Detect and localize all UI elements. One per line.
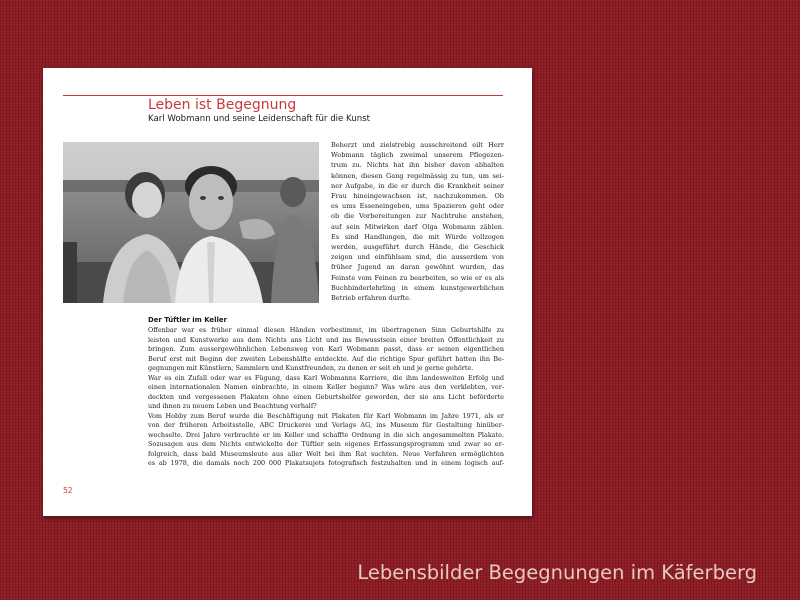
intro-line: Beherzt und zielstrebig ausschreitend eilt Herr (331, 141, 504, 149)
body-line: gegnungen mit Künstlern, Sammlern und Kunstfreunden, zu denen er seit eh und je gerne gehörte. (148, 364, 474, 372)
book-page (43, 68, 532, 516)
intro-line: zeigen und einfühlsam sind, die ausserdem von (331, 253, 504, 262)
intro-line: Es sind Handlungen, die mit Würde vollzogen (331, 232, 504, 241)
body-line: von der früheren Arbeitsstelle, ABC Druckerei und Verlags AG, ins Museum für Gestaltung hinüber- (148, 421, 504, 429)
intro-line: Wobmann täglich zweimal unserem Pflegezen- (331, 151, 504, 160)
intro-line: ob die Vorbereitungen zur Nachtruhe anstehen, (331, 212, 504, 221)
intro-line: können, diesen Gang regelmässig zu tun, um sei- (331, 171, 504, 180)
intro-line: werden, ausgeführt durch Hände, die Geschick (331, 243, 504, 252)
body-line: Vom Hobby zum Beruf wurde die Beschäftigung mit Plakaten für Karl Wobmann im Jahre 1971, als er (148, 411, 504, 420)
page-number: 52 (63, 486, 73, 495)
intro-line: Buchbinderlehrling in einem kunstgewerblichen (331, 283, 504, 292)
intro-line: auf sein Mitwirken darf Olga Wobmann zählen. (331, 222, 504, 231)
body-line: War es ein Zufall oder war es Fügung, dass Karl Wobmanns Karriere, die ihm landesweiten Erfolg und (148, 373, 504, 382)
body-line: es ab 1978, die damals noch 200 000 Plakatsujets fotografisch festzuhalten und in einem logisch auf- (148, 459, 504, 467)
intro-paragraph (331, 140, 504, 303)
intro-line: Betrieb erfahren durfte. (331, 294, 412, 303)
body-line: folgreich, dass bald Museumsleute aus aller Welt bei ihm Rat suchten. Neue Verfahren ermöglichten (148, 449, 504, 458)
section-heading: Der Tüftler im Keller (148, 316, 227, 324)
body-line: wechselte. Drei Jahre verbrachte er im Keller und schaffte Ordnung in die sich angesammelten Plakate. (148, 430, 504, 439)
article-title: Leben ist Begegnung (148, 97, 297, 113)
body-line: und ihnen zu neuem Leben und Beachtung verhalf? (148, 402, 317, 410)
couple-photo (63, 142, 319, 303)
body-line: Offenbar war es früher einmal diesen Händen vorbestimmt, im übertragenen Sinn Geburtshilfe zu (148, 326, 504, 334)
body-line: Beruf erst mit Beginn der zweiten Lebenshälfte entdeckte. Auf die richtige Spur geführt hatten ihn Be- (148, 354, 504, 363)
intro-line: ner Aufgabe, in die er durch die Krankheit seiner (331, 181, 504, 190)
intro-line: es ums Esseneingeben, ums Spazieren geht oder (331, 202, 504, 211)
intro-line: Feinste vom Feinen zu bearbeiten, so wie er es als (331, 273, 504, 282)
intro-line: trum zu. Nichts hat ihn bisher davon abhalten (331, 161, 504, 170)
article-subtitle: Karl Wobmann und seine Leidenschaft für die Kunst (148, 114, 371, 124)
body-line: bringen. Zum aussergewöhnlichen Lebensweg von Karl Wobmann passt, dass er seinen eigentlichen (148, 345, 504, 353)
body-paragraph (148, 326, 504, 469)
body-line: einen internationalen Namen einbrachte, in einem Keller begann? Was wäre aus den verklebten, ver- (148, 383, 504, 391)
intro-line: früher Jugend an daran gewöhnt wurden, das (331, 263, 504, 272)
body-line: Sozusagen aus dem Nichts entwickelte der Tüftler sein eigenes Erfassungsprogramm und zwar so er- (148, 440, 504, 448)
top-rule (63, 95, 503, 96)
body-line: leisten und Kunstwerke aus dem Nichts ans Licht und ins Bewusstsein einer breiten Öffentlichkeit zu (148, 335, 504, 344)
gallery-caption: Lebensbilder Begegnungen im Käferberg (357, 561, 757, 584)
intro-line: Frau hineingewachsen ist, nachzukommen. Ob (331, 192, 504, 201)
body-line: deckten und vergessenen Plakaten ohne einen Geburtshelfer geworden, der sie ans Licht beförderte (148, 392, 504, 401)
